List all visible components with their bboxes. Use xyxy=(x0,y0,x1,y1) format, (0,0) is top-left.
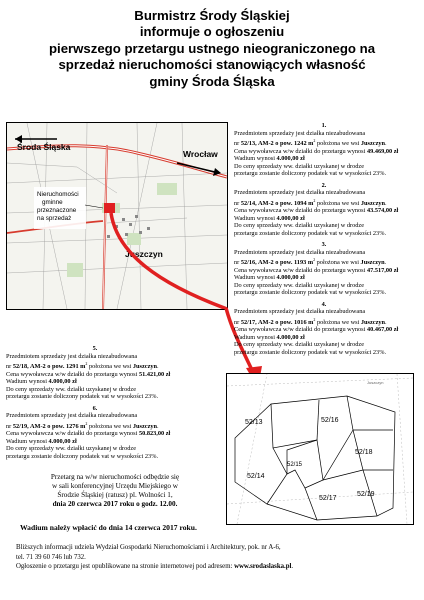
header-line-4: sprzedaż nieruchomości stanowiących własność xyxy=(58,57,366,73)
location-map-drawing xyxy=(7,123,227,309)
lot-2-line1: Przedmiotem sprzedaży jest działka niezabudowana xyxy=(234,189,366,197)
map-label-properties-3: przeznaczone xyxy=(37,207,77,214)
lot-2-line4: Wadium wynosi 4.000,00 zł xyxy=(234,214,305,222)
lot-4-line2: nr 52/17, AM-2 o pow. 1016 $m^2$ położona we wsi Juszczyn. xyxy=(234,316,387,326)
lots-right-column xyxy=(234,122,414,360)
plan-top-label: Juszczyn xyxy=(367,380,384,385)
auction-info-line4: dnia 20 czerwca 2017 roku o godz. 12.00. xyxy=(52,500,178,508)
lot-3-line2: nr 52/16, AM-2 o pow. 1193 $m^2$ położona we wsi Juszczyn. xyxy=(234,257,387,267)
lot-5-line6: przetargu zostanie doliczony podatek vat w wysokości 23%. xyxy=(6,393,159,401)
lot-4-line6: przetargu zostanie doliczony podatek vat w wysokości 23%. xyxy=(234,348,387,356)
lot-5-line1: Przedmiotem sprzedaży jest działka niezabudowana xyxy=(6,352,138,360)
lot-5-line2: nr 52/18, AM-2 o pow. 1291 $m^2$ położona we wsi Juszczyn. xyxy=(6,361,159,371)
lot-2-line5: Do ceny sprzedaży ww. działki uzyskanej w drodze xyxy=(234,222,365,230)
location-map xyxy=(6,122,228,310)
lot-1-line3: Cena wywoławcza w/w działki do przetargu wynosi 49.469,00 zł xyxy=(234,147,399,155)
lot-2 xyxy=(234,182,414,238)
lot-4-line4: Wadium wynosi 4.000,00 zł xyxy=(234,333,305,341)
lot-6-line4: Wadium wynosi 4.000,00 zł xyxy=(6,437,77,445)
map-label-properties-2: gminne xyxy=(42,199,63,206)
map-label-sroda: Środa Śląska xyxy=(17,142,71,152)
plot-52-15: 52/15 xyxy=(287,462,303,468)
plot-plan-drawing xyxy=(227,374,413,524)
lot-1 xyxy=(234,122,414,178)
property-marker xyxy=(104,203,115,213)
lot-5-line4: Wadium wynosi 4.000,00 zł xyxy=(6,378,77,386)
lot-2-number: 2. xyxy=(321,181,327,189)
plot-52-18: 52/18 xyxy=(355,449,373,456)
auction-info-line2: w sali konferencyjnej Urzędu Miejskiego w xyxy=(52,482,178,490)
lot-1-line5: Do ceny sprzedaży ww. działki uzyskanej w drodze xyxy=(234,162,365,170)
lot-1-line6: przetargu zostanie doliczony podatek vat w wysokości 23%. xyxy=(234,170,387,178)
lot-6-line1: Przedmiotem sprzedaży jest działka niezabudowana xyxy=(6,412,138,420)
auction-info xyxy=(6,473,224,509)
lot-4-line5: Do ceny sprzedaży ww. działki uzyskanej w drodze xyxy=(234,341,365,349)
lot-5 xyxy=(6,345,224,401)
map-label-properties-1: Nieruchomości xyxy=(37,191,79,198)
lot-4-number: 4. xyxy=(321,300,327,308)
lot-3-line1: Przedmiotem sprzedaży jest działka niezabudowana xyxy=(234,248,366,256)
plot-52-13: 52/13 xyxy=(245,419,263,426)
plot-52-16: 52/16 xyxy=(321,417,339,424)
header-line-3: pierwszego przetargu ustnego nieograniczonego na xyxy=(48,40,376,56)
lot-5-line5: Do ceny sprzedaży ww. działki uzyskanej w drodze xyxy=(6,385,137,393)
lots-left-column xyxy=(6,345,224,464)
lot-6 xyxy=(6,405,224,461)
lot-3-number: 3. xyxy=(321,241,327,249)
lot-5-line3: Cena wywoławcza w/w działki do przetargu wynosi 51.421,00 zł xyxy=(6,370,171,378)
lot-6-line3: Cena wywoławcza w/w działki do przetargu wynosi 50.823,00 zł xyxy=(6,430,171,438)
footer-line3: Ogłoszenie o przetargu jest opublikowane na stronie internetowej pod adresem: www.srodaslaska.pl. xyxy=(16,563,294,570)
auction-info-line1: Przetarg na w/w nieruchomości odbędzie się xyxy=(50,473,180,481)
lot-3-line6: przetargu zostanie doliczony podatek vat w wysokości 23%. xyxy=(234,289,387,297)
lot-4 xyxy=(234,301,414,357)
lot-6-line5: Do ceny sprzedaży ww. działki uzyskanej w drodze xyxy=(6,445,137,453)
lot-1-line2: nr 52/13, AM-2 o pow. 1242 $m^2$ położona we wsi Juszczyn. xyxy=(234,138,387,148)
map-label-juszczyn: Juszczyn xyxy=(125,249,163,259)
lot-5-number: 5. xyxy=(92,345,98,352)
plot-52-14: 52/14 xyxy=(247,473,265,480)
lot-3-line4: Wadium wynosi 4.000,00 zł xyxy=(234,274,305,282)
lot-1-line4: Wadium wynosi 4.000,00 zł xyxy=(234,155,305,163)
lot-2-line3: Cena wywoławcza w/w działki do przetargu wynosi 43.574,00 zł xyxy=(234,207,399,215)
map-label-properties-4: na sprzedaż xyxy=(37,215,72,222)
plot-52-19: 52/19 xyxy=(357,491,375,498)
plot-plan xyxy=(226,373,414,525)
contact-footer xyxy=(16,543,416,572)
lot-2-line6: przetargu zostanie doliczony podatek vat w wysokości 23%. xyxy=(234,229,387,237)
header-line-1: Burmistrz Środy Śląskiej xyxy=(134,8,290,23)
lot-3 xyxy=(234,241,414,297)
lot-4-line1: Przedmiotem sprzedaży jest działka niezabudowana xyxy=(234,308,366,316)
map-label-wroclaw: Wrocław xyxy=(183,149,218,159)
lot-6-line6: przetargu zostanie doliczony podatek vat w wysokości 23%. xyxy=(6,452,159,460)
lot-4-line3: Cena wywoławcza w/w działki do przetargu wynosi 40.467,00 zł xyxy=(234,326,399,334)
wadium-deadline: Wadium należy wpłacić do dnia 14 czerwca 2017 roku. xyxy=(20,523,197,532)
lot-3-line5: Do ceny sprzedaży ww. działki uzyskanej w drodze xyxy=(234,281,365,289)
lot-3-line3: Cena wywoławcza w/w działki do przetargu wynosi 47.517,00 zł xyxy=(234,266,399,274)
lot-6-number: 6. xyxy=(92,404,98,412)
lot-6-line2: nr 52/19, AM-2 o pow. 1276 $m^2$ położona we wsi Juszczyn. xyxy=(6,420,159,430)
auction-info-line3: Środzie Śląskiej (ratusz) pl. Wolności 1, xyxy=(57,491,173,499)
lot-1-line1: Przedmiotem sprzedaży jest działka niezabudowana xyxy=(234,129,366,137)
header-line-2: informuje o ogłoszeniu xyxy=(139,24,285,40)
lot-2-line2: nr 52/14, AM-2 o pow. 1094 $m^2$ położona we wsi Juszczyn. xyxy=(234,197,387,207)
lot-1-number: 1. xyxy=(321,122,327,129)
header-line-5: gminy Środa Śląska xyxy=(149,73,275,89)
plot-52-17: 52/17 xyxy=(319,495,337,502)
website-link[interactable]: www.srodaslaska.pl xyxy=(234,563,292,570)
footer-line2: tel. 71 39 60 746 lub 732. xyxy=(16,553,86,561)
announcement-header xyxy=(0,8,424,90)
footer-line1: Bliższych informacji udziela Wydział Gospodarki Nieruchomościami i Architektury, pok. nr A-6, xyxy=(16,544,281,551)
